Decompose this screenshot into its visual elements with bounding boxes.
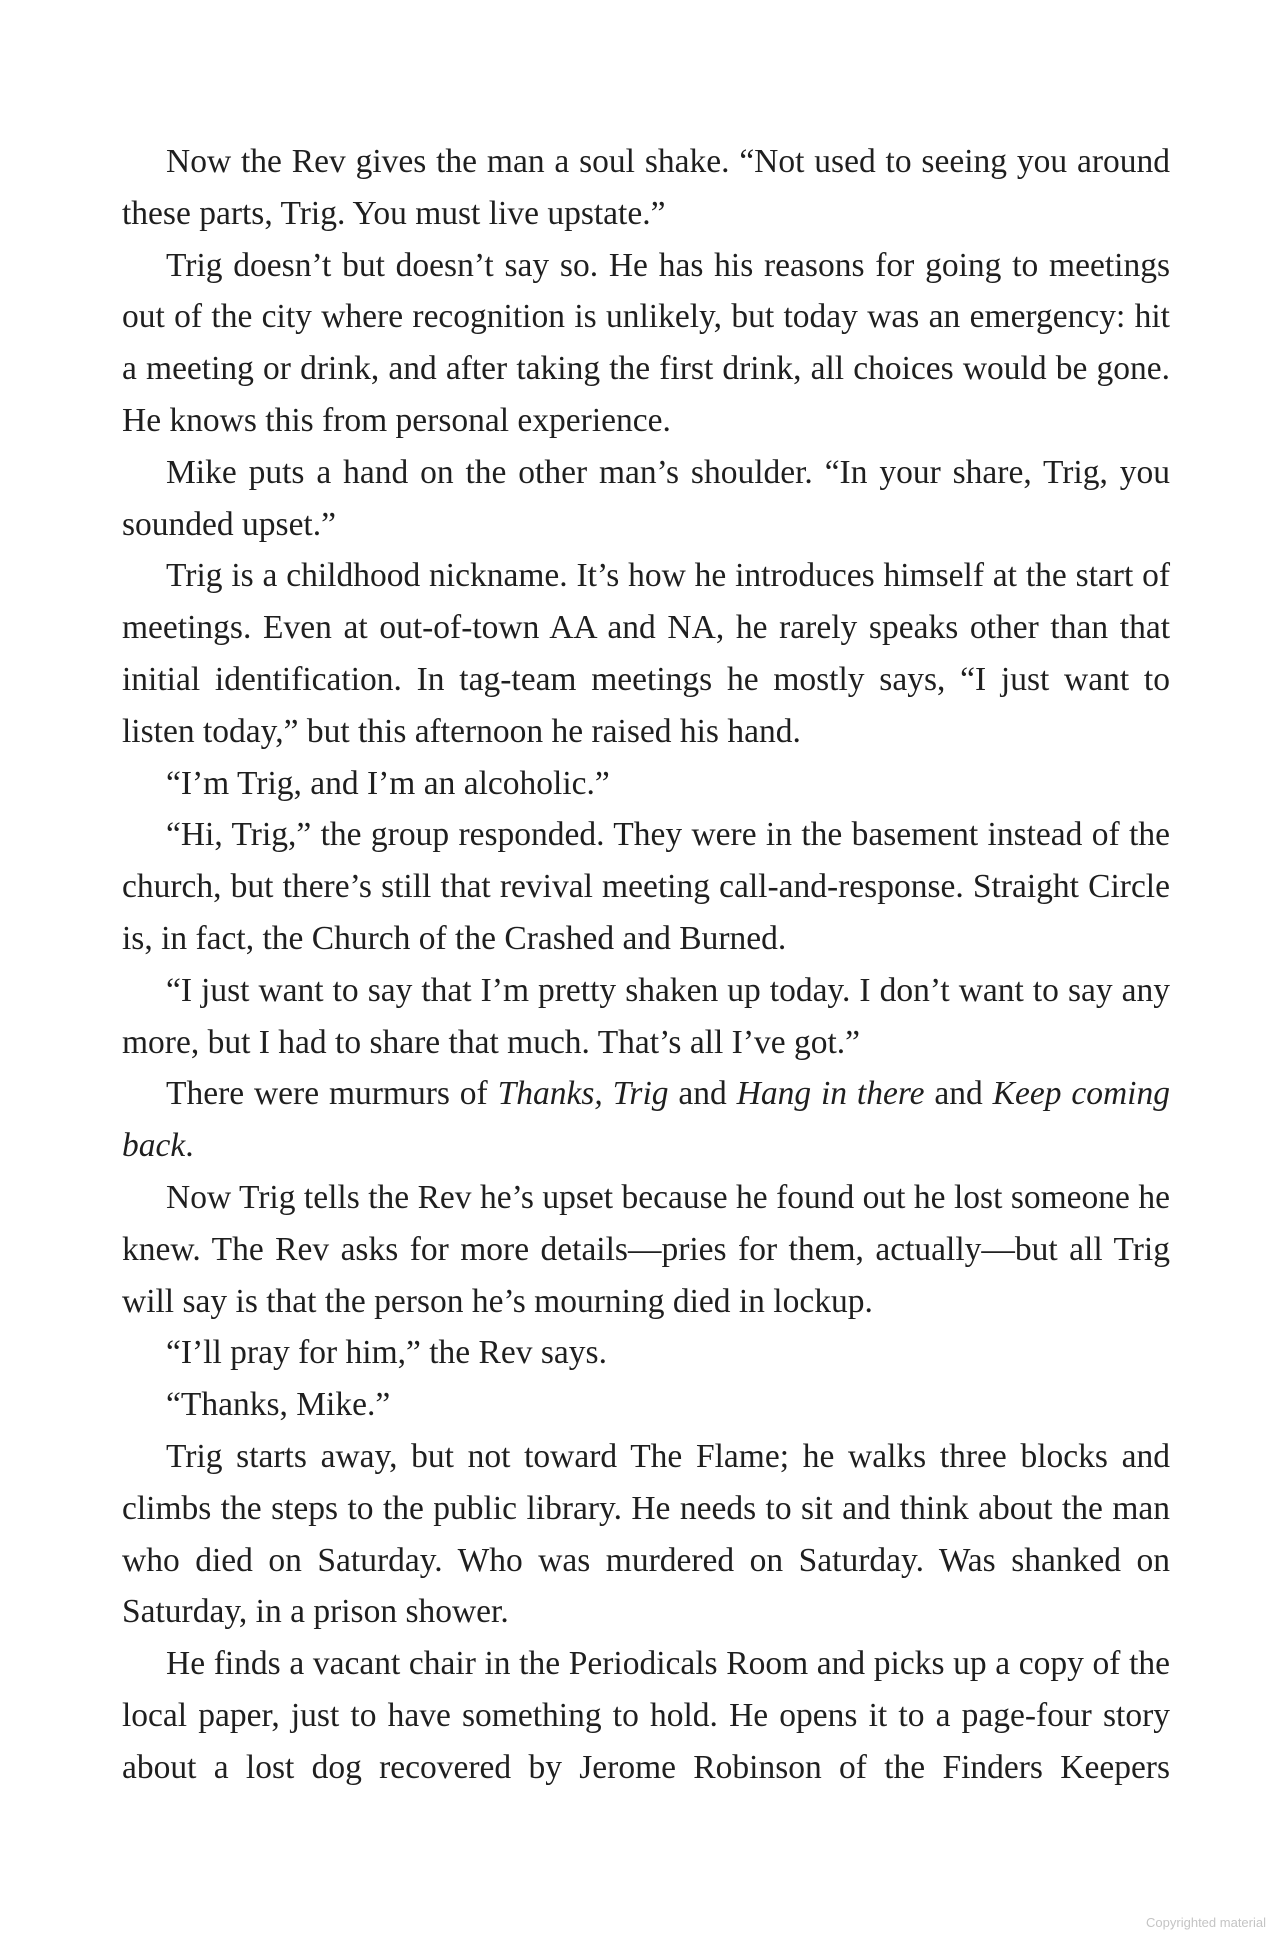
text-run: and — [668, 1075, 737, 1113]
text-run: and — [924, 1075, 993, 1113]
paragraph — [122, 965, 1170, 1069]
paragraph — [122, 447, 1170, 551]
text-run: Mike puts a hand on the other man’s shoulder. “In your share, Trig, you sounded upset.” — [122, 453, 1170, 543]
text-run: He finds a vacant chair in the Periodicals Room and picks up a copy of the local paper, just to have something to hold. He opens it to a page-four story about a lost dog recovered by Jerome Robinson of the Finders Keepers — [122, 1645, 1170, 1786]
text-run: Trig is a childhood nickname. It’s how he introduces himself at the start of meetings. Even at out-of-town AA and NA, he rarely speaks other than that initial identification. In tag-team meetings he mostly says, “I just want to listen today,” but this afternoon he raised his hand. — [122, 557, 1170, 750]
text-run: Trig doesn’t but doesn’t say so. He has his reasons for going to meetings out of the city where recognition is unlikely, but today was an emergency: hit a meeting or drink, and after taking the first drink, all choices would be gone. He knows this from personal experience. — [122, 246, 1170, 439]
paragraph — [122, 1431, 1170, 1638]
paragraph — [122, 758, 1170, 810]
text-run: “Hi, Trig,” the group responded. They were in the basement instead of the church, but there’s still that revival meeting call-and-response. Straight Circle is, in fact, the Church of the Crashed and Burned. — [122, 816, 1170, 957]
text-run: . — [185, 1127, 194, 1165]
text-run: Now Trig tells the Rev he’s upset because he found out he lost someone he knew. The Rev asks for more details—pries for them, actually—but all Trig will say is that the person he’s mourning died in lockup. — [122, 1178, 1170, 1320]
italic-phrase: Keep coming back — [122, 1075, 1170, 1165]
paragraph — [122, 1068, 1170, 1172]
text-run: “I’m Trig, and I’m an alcoholic.” — [166, 764, 610, 802]
italic-phrase: Hang in there — [736, 1075, 925, 1113]
paragraph — [122, 136, 1170, 240]
text-run: Now the Rev gives the man a soul shake. “Not used to seeing you around these parts, Trig. You must live upstate.” — [122, 143, 1170, 232]
text-run: “I just want to say that I’m pretty shaken up today. I don’t want to say any more, but I had to share that much. That’s all I’ve got.” — [122, 971, 1170, 1061]
text-run: Trig starts away, but not toward The Flame; he walks three blocks and climbs the steps to the public library. He needs to sit and think about the man who died on Saturday. Who was murdered on Saturday. Was shanked on Saturday, in a prison shower. — [122, 1437, 1170, 1631]
italic-phrase: Thanks, Trig — [497, 1075, 669, 1113]
body-text — [122, 136, 1170, 1794]
text-run: “I’ll pray for him,” the Rev says. — [166, 1334, 607, 1372]
paragraph — [122, 1379, 1170, 1431]
text-run: “Thanks, Mike.” — [166, 1386, 391, 1424]
paragraph — [122, 550, 1170, 757]
paragraph — [122, 1638, 1170, 1793]
text-run: There were murmurs of — [166, 1075, 498, 1113]
copyright-watermark: Copyrighted material — [1146, 1915, 1266, 1930]
paragraph — [122, 1327, 1170, 1379]
paragraph — [122, 1172, 1170, 1327]
paragraph — [122, 809, 1170, 964]
paragraph — [122, 240, 1170, 447]
